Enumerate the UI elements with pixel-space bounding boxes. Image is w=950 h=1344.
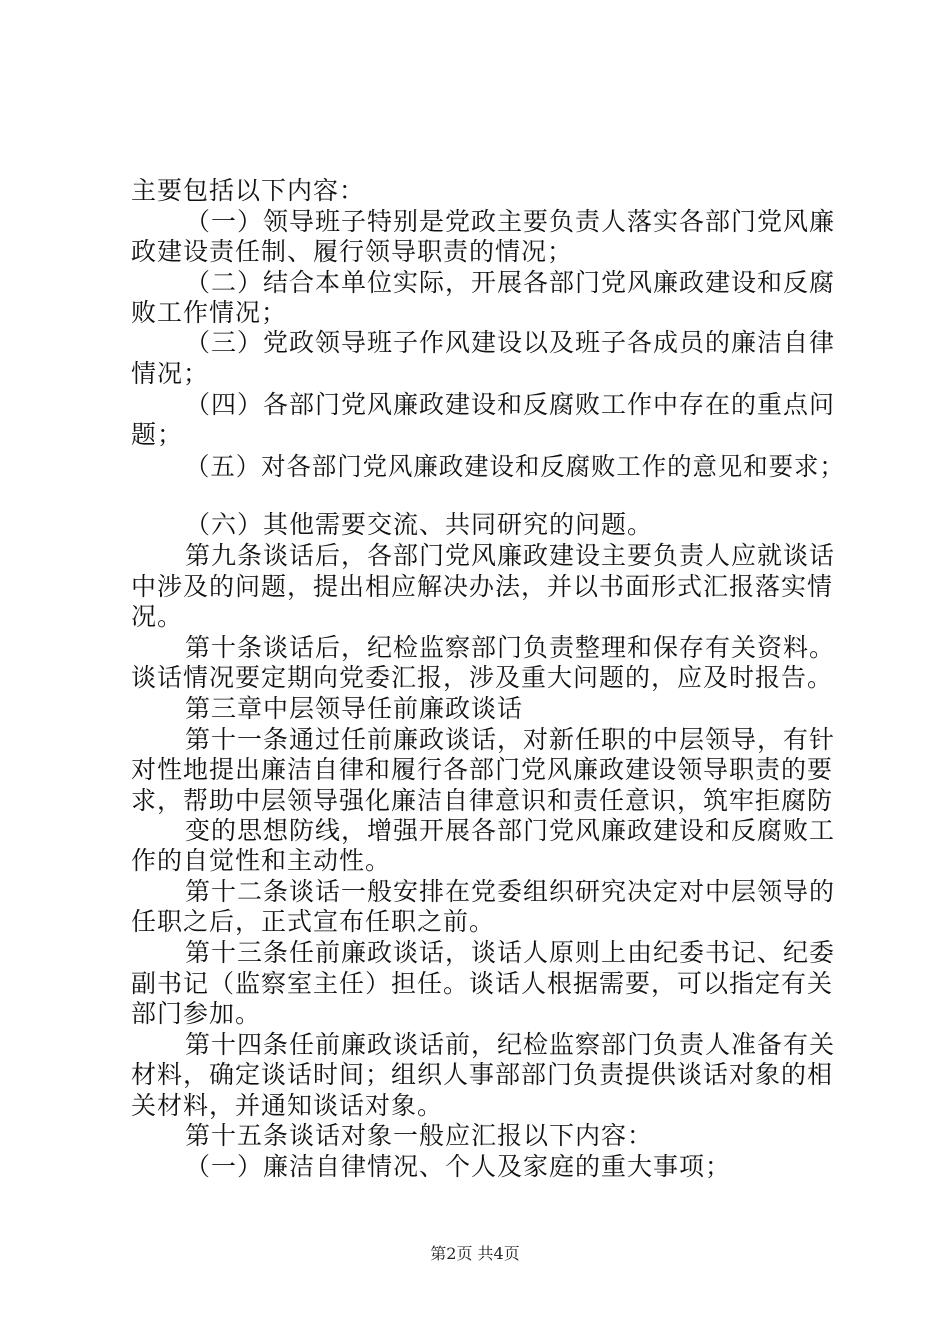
text-line: 对性地提出廉洁自律和履行各部门党风廉政建设领导职责的要 [131, 755, 834, 784]
text-line: 副书记（监察室主任）担任。谈话人根据需要，可以指定有关 [131, 969, 834, 998]
section-heading: 第三章中层领导任前廉政谈话 [185, 694, 524, 723]
text-line: 部门参加。 [131, 999, 262, 1028]
text-line: 任职之后，正式宣布任职之前。 [131, 907, 496, 936]
text-line: 题； [131, 420, 184, 449]
text-line: 第十五条谈话对象一般应汇报以下内容： [185, 1121, 654, 1150]
text-line: （二）结合本单位实际，开展各部门党风廉政建设和反腐 [185, 268, 836, 297]
text-line: 第十一条通过任前廉政谈话，对新任职的中层领导，有针 [185, 725, 836, 754]
text-line: 求，帮助中层领导强化廉洁自律意识和责任意识，筑牢拒腐防 [131, 786, 834, 815]
text-line: （六）其他需要交流、共同研究的问题。 [185, 510, 654, 539]
text-line: （三）党政领导班子作风建设以及班子各成员的廉洁自律 [185, 328, 836, 357]
text-line: 关材料，并通知谈话对象。 [131, 1091, 444, 1120]
text-line: 败工作情况； [131, 298, 288, 327]
text-line: 政建设责任制、履行领导职责的情况； [131, 237, 574, 266]
text-line: 材料，确定谈话时间；组织人事部部门负责提供谈话对象的相 [131, 1060, 834, 1089]
text-line: 第十三条任前廉政谈话，谈话人原则上由纪委书记、纪委 [185, 938, 836, 967]
page-number: 第2页 共4页 [430, 1244, 520, 1263]
text-line: 况。 [131, 602, 184, 631]
text-line: 第十四条任前廉政谈话前，纪检监察部门负责人准备有关 [185, 1030, 836, 1059]
text-line: （一）廉洁自律情况、个人及家庭的重大事项； [185, 1152, 732, 1181]
text-line: （五）对各部门党风廉政建设和反腐败工作的意见和要求； [185, 452, 845, 481]
text-line: （一）领导班子特别是党政主要负责人落实各部门党风廉 [185, 207, 836, 236]
text-line: 变的思想防线，增强开展各部门党风廉政建设和反腐败工 [185, 816, 836, 845]
text-line: 作的自觉性和主动性。 [131, 846, 392, 875]
text-line: 第十条谈话后，纪检监察部门负责整理和保存有关资料。 [185, 633, 836, 662]
text-line: 第九条谈话后，各部门党风廉政建设主要负责人应就谈话 [185, 541, 836, 570]
text-line: （四）各部门党风廉政建设和反腐败工作中存在的重点问 [185, 390, 836, 419]
text-line: 主要包括以下内容： [131, 176, 366, 205]
text-line: 谈话情况要定期向党委汇报，涉及重大问题的，应及时报告。 [131, 663, 834, 692]
text-line: 第十二条谈话一般安排在党委组织研究决定对中层领导的 [185, 877, 836, 906]
text-line: 中涉及的问题，提出相应解决办法，并以书面形式汇报落实情 [131, 572, 834, 601]
text-line: 情况； [131, 359, 210, 388]
